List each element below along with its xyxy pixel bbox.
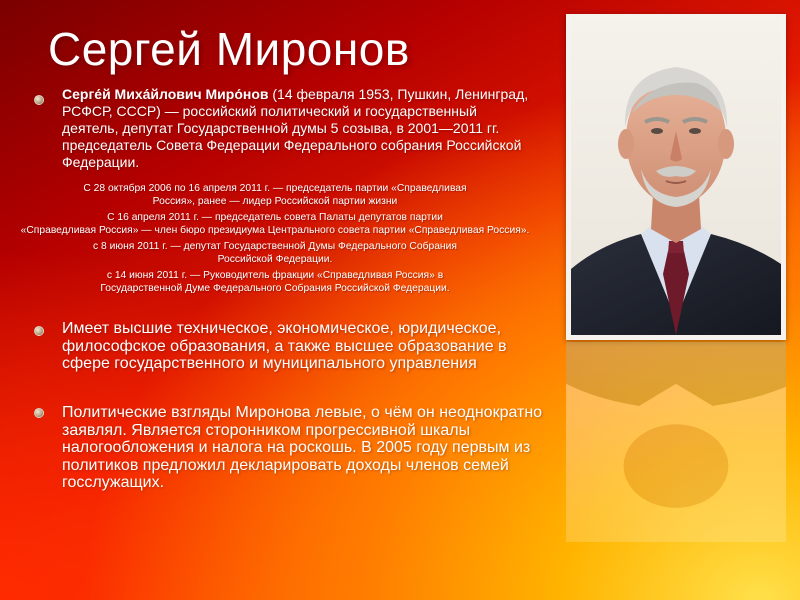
bullet-icon [34,408,44,418]
bio-name: Серге́й Миха́йлович Миро́нов [62,86,269,102]
career-item-3-line1: с 8 июня 2011 г. — депутат Государственной Думы Федерального Собрания [93,241,457,252]
bio-paragraph [62,86,532,171]
career-item-2-line1: С 16 апреля 2011 г. — председатель совета Палаты депутатов партии [107,212,443,223]
career-item-4-line2: Государственной Думе Федерального Собрания Российской Федерации. [100,283,450,294]
education-paragraph: Имеет высшие техническое, экономическое, юридическое, философское образования, а также высшее образование в сфере государственного и муниципального управления [62,320,507,372]
career-item-1-line1: С 28 октября 2006 по 16 апреля 2011 г. — председатель партии «Справедливая [83,183,467,194]
career-item-4-line1: с 14 июня 2011 г. — Руководитель фракции «Справедливая Россия» в [106,270,444,281]
bio-text: (14 февраля 1953, Пушкин, Ленинград, РСФСР, СССР) — российский политический и государственный деятель, депутат Государственной думы 5 созыва, в 2001—2011 гг. председатель Совета Федерации Федерального собрания Российской Федерации. [62,86,529,170]
career-item-2-line2: «Справедливая Россия» — член бюро президиума Центрального совета партии «Справедливая Россия». [20,225,530,236]
portrait-photo [571,19,781,335]
portrait-photo-frame [566,14,786,340]
portrait-reflection [566,342,786,542]
bullet-icon [34,326,44,336]
bullet-icon [34,95,44,105]
slide-title: Сергей Миронов [48,23,410,75]
political-views-paragraph: Политические взгляды Миронова левые, о чём он неоднократно заявлял. Является сторонником прогрессивной шкалы налогообложения и налога на роскошь. В 2005 году первым из политиков предложил декларировать доходы членов семей госслужащих. [62,404,543,491]
career-item-3-line2: Российской Федерации. [217,254,333,265]
career-item-1-line2: Россия», ранее — лидер Российской партии жизни [152,196,398,207]
career-list [20,182,530,295]
